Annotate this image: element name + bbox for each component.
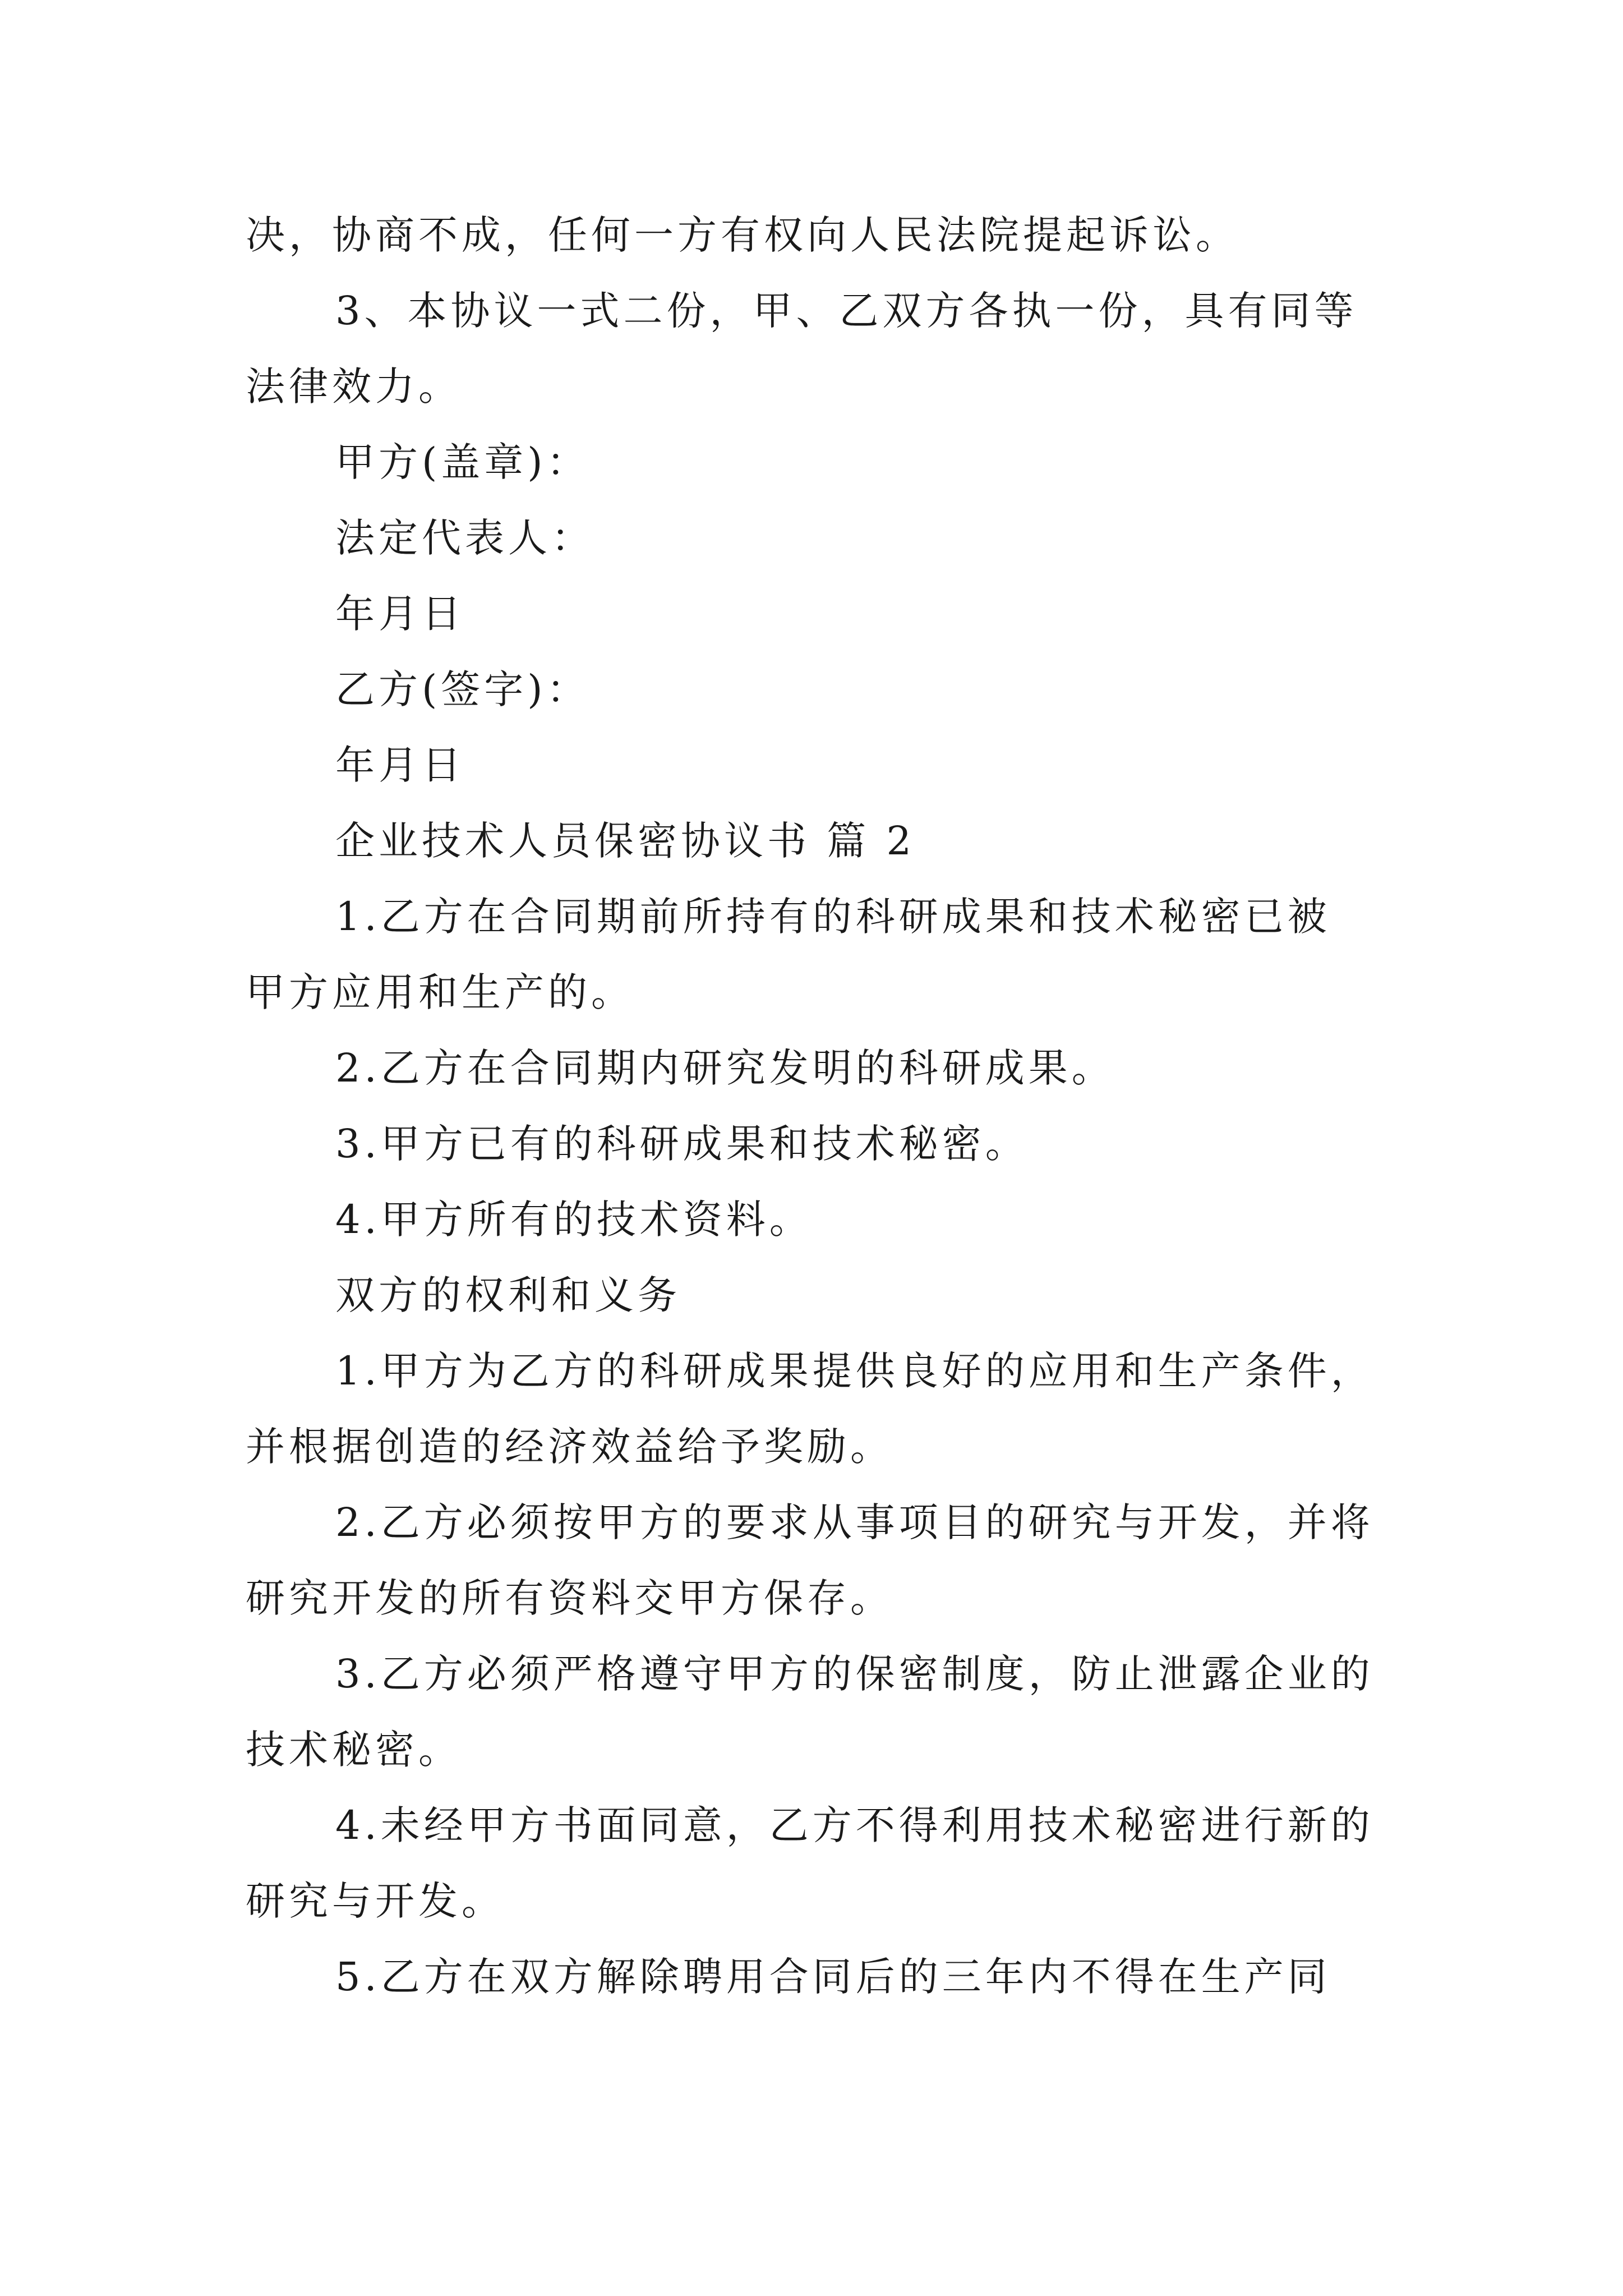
text-line: 2.乙方必须按甲方的要求从事项目的研究与开发，并将 xyxy=(335,1499,1374,1545)
text-line: 4.甲方所有的技术资料。 xyxy=(335,1197,813,1243)
text-line: 2.乙方在合同期内研究发明的科研成果。 xyxy=(335,1045,1115,1091)
date-label: 年月日 xyxy=(335,742,465,788)
text-line: 技术秘密。 xyxy=(246,1727,462,1773)
text-line: 甲方应用和生产的。 xyxy=(246,969,634,1015)
section-heading: 双方的权利和义务 xyxy=(335,1272,681,1318)
section-title: 企业技术人员保密协议书 篇 2 xyxy=(335,818,916,864)
text-line: 研究开发的所有资料交甲方保存。 xyxy=(246,1575,893,1621)
text-line: 5.乙方在双方解除聘用合同后的三年内不得在生产同 xyxy=(335,1954,1331,2000)
text-line: 3.乙方必须严格遵守甲方的保密制度，防止泄露企业的 xyxy=(335,1651,1374,1697)
party-b-signature-label: 乙方(签字)： xyxy=(335,666,590,712)
text-line: 决，协商不成，任何一方有权向人民法院提起诉讼。 xyxy=(246,212,1239,258)
document-body xyxy=(246,197,1384,2015)
text-line: 法律效力。 xyxy=(246,364,462,409)
legal-representative-label: 法定代表人： xyxy=(335,515,594,561)
date-label: 年月日 xyxy=(335,591,465,637)
text-line: 1.甲方为乙方的科研成果提供良好的应用和生产条件， xyxy=(335,1348,1374,1394)
text-line: 并根据创造的经济效益给予奖励。 xyxy=(246,1424,893,1470)
text-line: 4.未经甲方书面同意，乙方不得利用技术秘密进行新的 xyxy=(335,1802,1374,1848)
text-line: 3.甲方已有的科研成果和技术秘密。 xyxy=(335,1121,1029,1167)
text-line: 研究与开发。 xyxy=(246,1878,505,1924)
text-line: 3、本协议一式二份，甲、乙双方各执一份，具有同等 xyxy=(335,288,1358,334)
text-line: 1.乙方在合同期前所持有的科研成果和技术秘密已被 xyxy=(335,894,1331,940)
party-a-seal-label: 甲方(盖章)： xyxy=(335,439,590,485)
